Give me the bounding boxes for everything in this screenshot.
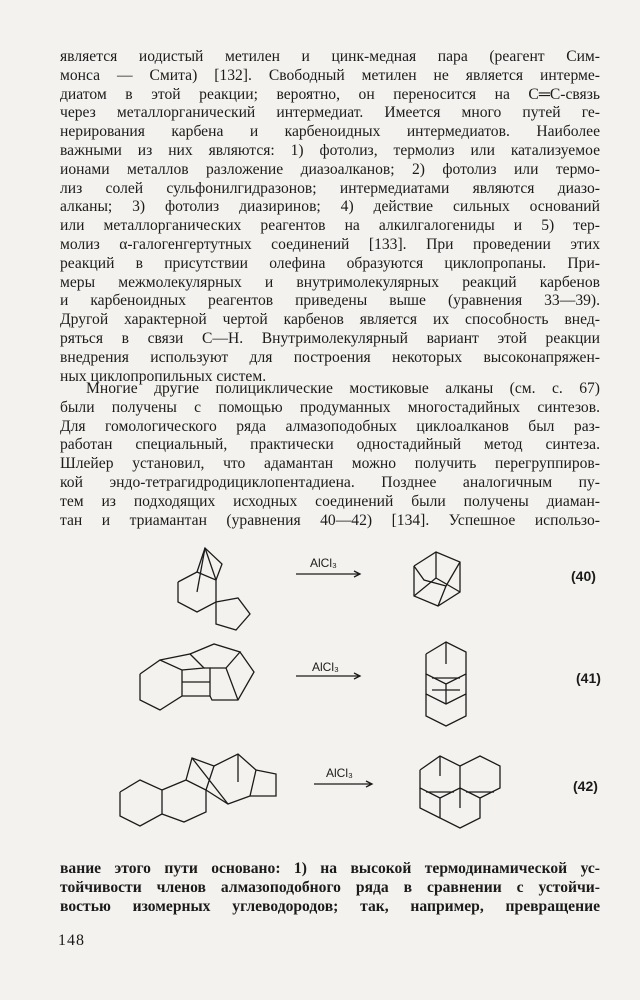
text-line: реакций в присутствии олефина образуются циклопропаны. При- xyxy=(60,254,600,272)
reagent-label: AlCl₃ xyxy=(326,766,353,780)
equation-42 xyxy=(0,742,640,842)
text-line: ионами металлов разложение диазоалканов; 2) фотолиз или термо- xyxy=(60,160,600,178)
equation-number: (40) xyxy=(571,568,596,584)
starting-material-structure xyxy=(120,754,276,826)
text-line: и карбеноидных реагентов приведены выше (уравнения 33—39). xyxy=(60,292,600,310)
text-line: востью изомерных углеводородов; так, например, превращение xyxy=(60,897,600,915)
text-line: монса — Смита) [132]. Свободный метилен не является интерме- xyxy=(60,66,600,84)
text-line-content: Многие другие полициклические мостиковые алканы (см. с. 67) xyxy=(86,380,600,397)
paragraph-2 xyxy=(60,380,600,530)
text-line: диатом в этой реакции; вероятно, он переносится на C═C-связь xyxy=(60,85,600,103)
text-line: или металлорганических реагентов на алкилгалогениды и 5) тер- xyxy=(60,217,600,235)
diamantane-structure xyxy=(426,642,466,726)
text-line: Шлейер установил, что адамантан можно получить перегруппиров- xyxy=(60,455,600,473)
text-line: молиз α-галогенгертутных соединений [133]. При проведении этих xyxy=(60,235,600,253)
paragraph-3 xyxy=(60,860,600,916)
text-line: тойчивости членов алмазоподобного ряда в сравнении с устойчи- xyxy=(60,878,600,896)
paragraph-1 xyxy=(60,48,600,386)
adamantane-structure xyxy=(414,552,460,606)
text-line: вание этого пути основано: 1) на высокой термодинамической ус- xyxy=(60,860,600,877)
equation-40-structures xyxy=(0,540,640,640)
text-line: важными из них являются: 1) фотолиз, термолиз или катализуемое xyxy=(60,141,600,159)
reagent-label: AlCl₃ xyxy=(312,660,339,674)
equation-41 xyxy=(0,640,640,740)
text-line: тем из подходящих исходных соединений были получены диаман- xyxy=(60,492,600,510)
text-line: внедрения используют для построения некоторых высоконапряжен- xyxy=(60,348,600,366)
text-line: через металлорганический интермедиат. Имеется много путей ге- xyxy=(60,104,600,122)
text-line: нерирования карбена и карбеноидных интермедиатов. Наиболее xyxy=(60,123,600,141)
text-line: работан специальный, практически одностадийный метод синтеза. xyxy=(60,436,600,454)
text-line: кой эндо-тетрагидродициклопентадиена. Позднее аналогичным пу- xyxy=(60,473,600,491)
text-line: ряться в связи C—H. Внутримолекулярный вариант этой реакции xyxy=(60,329,600,347)
triamantane-structure xyxy=(420,756,500,828)
page-number: 148 xyxy=(58,932,85,949)
text-line: является иодистый метилен и цинк-медная пара (реагент Сим- xyxy=(60,48,600,65)
text-line: ных циклопропильных систем. xyxy=(60,367,267,385)
equation-number: (42) xyxy=(573,778,598,794)
text-line xyxy=(60,380,600,399)
equation-41-structures xyxy=(0,640,640,740)
equation-40 xyxy=(0,540,640,640)
reagent-label: AlCl₃ xyxy=(310,556,337,570)
text-line: Для гомологического ряда алмазоподобных циклоалканов был раз- xyxy=(60,417,600,435)
text-line: тан и триамантан (уравнения 40—42) [134]. Успешное использо- xyxy=(60,511,600,529)
text-line: меры межмолекулярных и внутримолекулярных реакций карбенов xyxy=(60,273,600,291)
starting-material-structure xyxy=(140,644,254,710)
text-line: были получены с помощью продуманных многостадийных синтезов. xyxy=(60,398,600,416)
text-line: лиз солей сульфонилгидразонов; интермедиатами являются диазо- xyxy=(60,179,600,197)
text-line: Другой характерной чертой карбенов является их способность внед- xyxy=(60,311,600,329)
equation-42-structures xyxy=(0,742,640,842)
equation-number: (41) xyxy=(576,670,601,686)
tetrahydrodicyclopentadiene-structure xyxy=(178,548,250,630)
text-line: алканы; 3) фотолиз диазиринов; 4) действие сильных оснований xyxy=(60,198,600,216)
